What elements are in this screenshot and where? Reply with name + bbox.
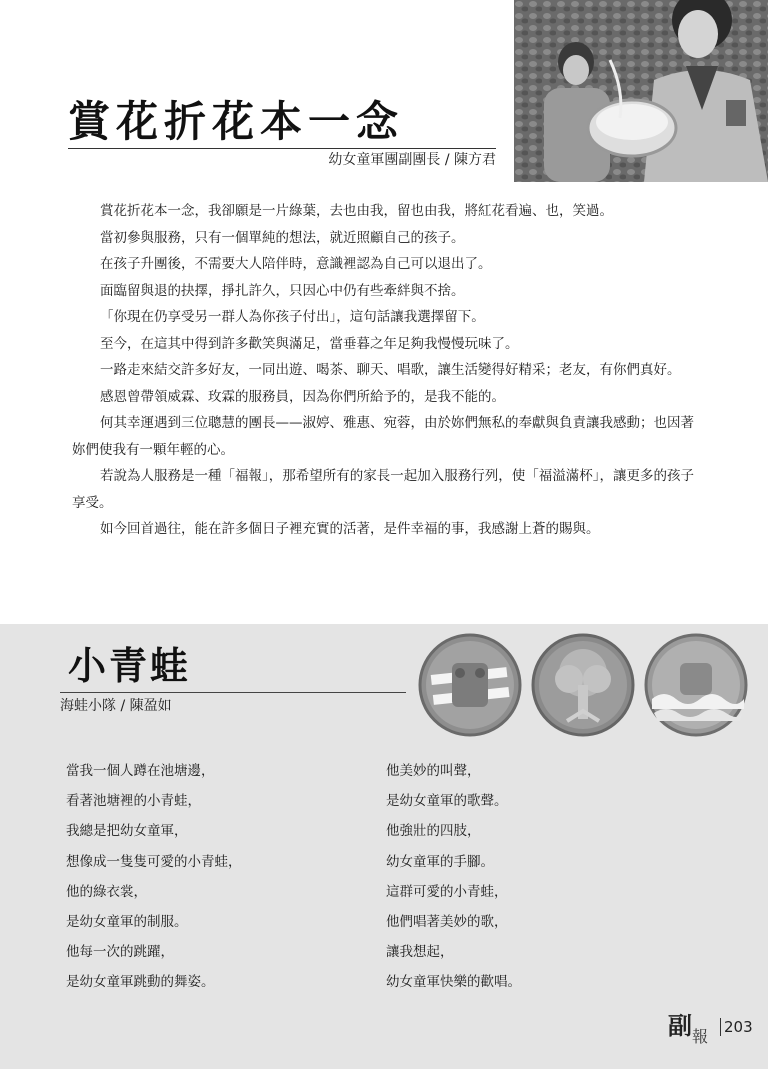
publication-logo-icon: [666, 1010, 716, 1044]
photo-illustration: [514, 0, 768, 182]
paragraph: 一路走來結交許多好友，一同出遊、喝茶、聊天、唱歌，讓生活變得好精采；老友，有你們真好。: [100, 362, 681, 378]
poem-line: 幼女童軍快樂的歡唱。: [386, 974, 521, 991]
poem-title: 小青蛙: [68, 643, 192, 688]
poem-line: 他們唱著美妙的歌，: [386, 914, 508, 931]
paragraph: 當初參與服務，只有一個單純的想法，就近照顧自己的孩子。: [100, 229, 465, 246]
poem-title-rule: [60, 692, 406, 693]
poem-line: 想像成一隻隻可愛的小青蛙，: [66, 853, 242, 870]
article-byline: 幼女童軍團副團長 / 陳方君: [328, 152, 496, 168]
article-title: 賞花折花本一念: [68, 97, 405, 146]
poem-line: 是幼女童軍的歌聲。: [386, 793, 508, 810]
poem-line: 他的綠衣裳，: [66, 883, 147, 900]
paragraph: 感恩曾帶領威霖、玫霖的服務員，因為你們所給予的，是我不能的。: [100, 388, 505, 405]
article-photo: [514, 0, 768, 182]
poem-line: 這群可愛的小青蛙，: [386, 883, 508, 900]
poem-line: 看著池塘裡的小青蛙，: [66, 793, 201, 810]
frog-wave-badge-icon: [644, 633, 748, 737]
poem-line: 幼女童軍的手腳。: [386, 853, 494, 870]
poem-line: 是幼女童軍跳動的舞姿。: [66, 974, 215, 991]
article-body: [72, 198, 700, 543]
poem-line: 是幼女童軍的制服。: [66, 914, 188, 931]
svg-text:報: 報: [692, 1027, 709, 1044]
page-number: 203: [724, 1018, 753, 1036]
paragraph: 若說為人服務是一種「福報」，那希望所有的家長一起加入服務行列，使「福溢滿杯」，讓更多的孩子享受。: [72, 468, 694, 511]
poem-line: 他每一次的跳躍，: [66, 944, 174, 961]
poem-line: 當我一個人蹲在池塘邊，: [66, 763, 215, 779]
paragraph: 如今回首過往，能在許多個日子裡充實的活著，是件幸福的事，我感謝上蒼的賜與。: [100, 521, 600, 537]
paragraph: 何其幸運遇到三位聰慧的團長——淑婷、雅惠、宛蓉，由於妳們無私的奉獻與負責讓我感動；也因著妳們使我有一顆年輕的心。: [72, 415, 694, 458]
svg-text:副: 副: [668, 1011, 692, 1040]
poem-line: 我總是把幼女童軍，: [66, 823, 188, 840]
poem-line: 他強壯的四肢，: [386, 823, 481, 840]
paragraph: 「你現在仍享受另一群人為你孩子付出」，這句話讓我選擇留下。: [100, 309, 485, 325]
frog-badge-icon: [418, 633, 522, 737]
tree-badge-icon: [531, 633, 635, 737]
poem-byline: 海蛙小隊 / 陳盈如: [60, 698, 172, 714]
poem-right-column: [386, 756, 706, 998]
poem-line: 讓我想起，: [386, 944, 454, 961]
paragraph: 至今，在這其中得到許多歡笑與滿足，當垂暮之年足夠我慢慢玩味了。: [100, 335, 519, 352]
title-rule: [68, 148, 496, 149]
poem-line: 他美妙的叫聲，: [386, 763, 481, 779]
paragraph: 面臨留與退的抉擇，掙扎許久，只因心中仍有些牽絆與不捨。: [100, 282, 465, 299]
paragraph: 在孩子升團後，不需要大人陪伴時，意識裡認為自己可以退出了。: [100, 256, 492, 272]
poem-left-column: [66, 756, 366, 998]
page-number-divider: [720, 1018, 721, 1036]
paragraph: 賞花折花本一念，我卻願是一片綠葉，去也由我，留也由我，將紅花看遍、也，笑過。: [100, 203, 613, 219]
